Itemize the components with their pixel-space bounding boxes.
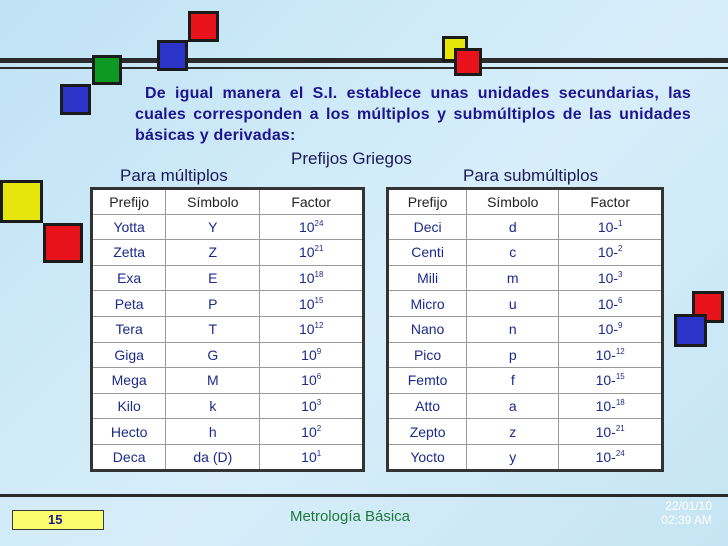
factor-exponent: 9	[316, 346, 322, 356]
table-row	[92, 419, 364, 445]
factor-cell	[260, 419, 364, 445]
table-row	[388, 393, 663, 419]
factor-cell	[260, 265, 364, 291]
intro-paragraph: De igual manera el S.I. establece unas unidades secundarias, las cuales corresponden a los múltiplos y submúltiplos de las unidades básicas y derivadas:	[135, 85, 691, 144]
factor-exponent: 9	[618, 321, 623, 331]
footer-title: Metrología Básica	[289, 508, 411, 525]
decor-square-blue	[674, 314, 707, 347]
symbol-cell: z	[467, 419, 559, 445]
table-row	[92, 240, 364, 266]
factor-base: 10	[301, 346, 317, 363]
factor-exponent: 18	[314, 270, 324, 280]
factor-base: 10	[298, 321, 315, 338]
symbol-cell: d	[467, 214, 559, 240]
header-prefix: Prefijo	[92, 189, 166, 215]
symbol-cell: a	[467, 393, 559, 419]
factor-cell	[260, 342, 364, 368]
factor-cell	[559, 214, 663, 240]
symbol-cell: h	[166, 419, 260, 445]
factor-cell	[260, 240, 364, 266]
prefix-cell: Zepto	[388, 419, 467, 445]
factor-base: 10-	[595, 423, 616, 440]
symbol-cell: m	[467, 265, 559, 291]
prefix-cell: Peta	[92, 291, 166, 317]
bottom-decor-line	[0, 494, 728, 497]
factor-base: 10-	[597, 321, 619, 338]
table-row	[388, 419, 663, 445]
symbol-cell: P	[166, 291, 260, 317]
slide-number-box	[12, 510, 104, 530]
factor-base: 10	[301, 448, 317, 465]
table-row	[388, 214, 663, 240]
factor-exponent: 2	[618, 244, 623, 254]
decor-square-yellow	[0, 180, 43, 223]
factor-exponent: 15	[615, 372, 625, 382]
table-row	[388, 240, 663, 266]
decor-square-blue	[157, 40, 188, 71]
header-factor: Factor	[260, 189, 364, 215]
factor-base: 10-	[595, 448, 616, 465]
factor-cell	[559, 393, 663, 419]
header-symbol: Símbolo	[467, 189, 559, 215]
factor-base: 10	[298, 295, 315, 312]
symbol-cell: f	[467, 368, 559, 394]
symbol-cell: Y	[166, 214, 260, 240]
prefix-cell: Kilo	[92, 393, 166, 419]
table-row	[388, 342, 663, 368]
prefix-cell: Deca	[92, 444, 166, 470]
factor-base: 10-	[595, 346, 616, 363]
symbol-cell: T	[166, 316, 260, 342]
symbol-cell: M	[166, 368, 260, 394]
table-row	[92, 342, 364, 368]
header-prefix: Prefijo	[388, 189, 467, 215]
prefix-cell: Zetta	[92, 240, 166, 266]
right-table-heading: Para submúltiplos	[463, 166, 599, 185]
prefix-cell: Hecto	[92, 419, 166, 445]
table-row	[388, 368, 663, 394]
factor-cell	[559, 368, 663, 394]
decor-square-red	[188, 11, 219, 42]
factor-cell	[559, 316, 663, 342]
factor-base: 10-	[597, 270, 619, 287]
table-row	[92, 316, 364, 342]
factor-exponent: 24	[314, 218, 324, 228]
symbol-cell: G	[166, 342, 260, 368]
factor-exponent: 12	[615, 346, 625, 356]
factor-exponent: 15	[314, 295, 324, 305]
footer-datetime	[632, 499, 712, 527]
table-row	[92, 265, 364, 291]
prefix-cell: Yocto	[388, 444, 467, 470]
table-row	[388, 316, 663, 342]
factor-exponent: 1	[618, 218, 623, 228]
factor-cell	[260, 316, 364, 342]
symbol-cell: da (D)	[166, 444, 260, 470]
prefix-cell: Tera	[92, 316, 166, 342]
symbol-cell: c	[467, 240, 559, 266]
prefix-cell: Atto	[388, 393, 467, 419]
table-row	[92, 291, 364, 317]
factor-base: 10	[301, 423, 317, 440]
prefix-cell: Exa	[92, 265, 166, 291]
factor-exponent: 24	[615, 448, 625, 458]
symbol-cell: p	[467, 342, 559, 368]
factor-exponent: 2	[316, 423, 322, 433]
factor-base: 10	[298, 270, 315, 287]
footer-time: 02:39 AM	[661, 513, 712, 527]
factor-base: 10-	[595, 372, 616, 389]
factor-cell	[260, 214, 364, 240]
factor-exponent: 6	[316, 372, 322, 382]
factor-exponent: 3	[316, 398, 322, 408]
decor-square-red	[454, 48, 482, 76]
factor-base: 10-	[595, 398, 616, 415]
submultiples-table	[386, 187, 664, 472]
decor-square-red	[43, 223, 83, 263]
factor-exponent: 6	[618, 295, 623, 305]
prefix-cell: Yotta	[92, 214, 166, 240]
prefix-cell: Deci	[388, 214, 467, 240]
factor-base: 10	[301, 398, 317, 415]
prefix-cell: Pico	[388, 342, 467, 368]
slide-number: 15	[48, 512, 63, 527]
factor-cell	[559, 291, 663, 317]
factor-base: 10-	[597, 295, 619, 312]
symbol-cell: k	[166, 393, 260, 419]
symbol-cell: y	[467, 444, 559, 470]
table-row	[92, 444, 364, 470]
factor-base: 10	[301, 372, 317, 389]
prefix-cell: Giga	[92, 342, 166, 368]
factor-exponent: 12	[314, 321, 324, 331]
factor-base: 10	[298, 244, 315, 261]
table-row	[388, 444, 663, 470]
prefix-cell: Mega	[92, 368, 166, 394]
factor-cell	[260, 291, 364, 317]
factor-base: 10-	[597, 244, 619, 261]
footer-date: 22/01/10	[665, 499, 712, 513]
factor-cell	[559, 342, 663, 368]
multiples-table	[90, 187, 365, 472]
factor-base: 10	[298, 218, 315, 235]
prefix-cell: Mili	[388, 265, 467, 291]
symbol-cell: E	[166, 265, 260, 291]
prefix-cell: Micro	[388, 291, 467, 317]
table-header-row	[388, 189, 663, 215]
factor-cell	[260, 393, 364, 419]
factor-exponent: 18	[615, 398, 625, 408]
header-factor: Factor	[559, 189, 663, 215]
table-row	[388, 265, 663, 291]
header-symbol: Símbolo	[166, 189, 260, 215]
prefix-cell: Femto	[388, 368, 467, 394]
table-row	[388, 291, 663, 317]
factor-cell	[559, 265, 663, 291]
table-row	[92, 214, 364, 240]
factor-cell	[260, 444, 364, 470]
symbol-cell: Z	[166, 240, 260, 266]
prefix-cell: Centi	[388, 240, 467, 266]
symbol-cell: n	[467, 316, 559, 342]
decor-square-green	[92, 55, 122, 85]
factor-cell	[559, 419, 663, 445]
decor-square-blue	[60, 84, 91, 115]
table-row	[92, 393, 364, 419]
factor-cell	[559, 444, 663, 470]
factor-exponent: 1	[316, 448, 322, 458]
factor-exponent: 21	[615, 423, 625, 433]
factor-base: 10-	[597, 218, 619, 235]
left-table-heading: Para múltiplos	[120, 166, 228, 185]
symbol-cell: u	[467, 291, 559, 317]
factor-exponent: 3	[618, 270, 623, 280]
factor-cell	[260, 368, 364, 394]
center-title: Prefijos Griegos	[291, 149, 412, 168]
factor-exponent: 21	[314, 244, 324, 254]
table-row	[92, 368, 364, 394]
factor-cell	[559, 240, 663, 266]
table-header-row	[92, 189, 364, 215]
prefix-cell: Nano	[388, 316, 467, 342]
